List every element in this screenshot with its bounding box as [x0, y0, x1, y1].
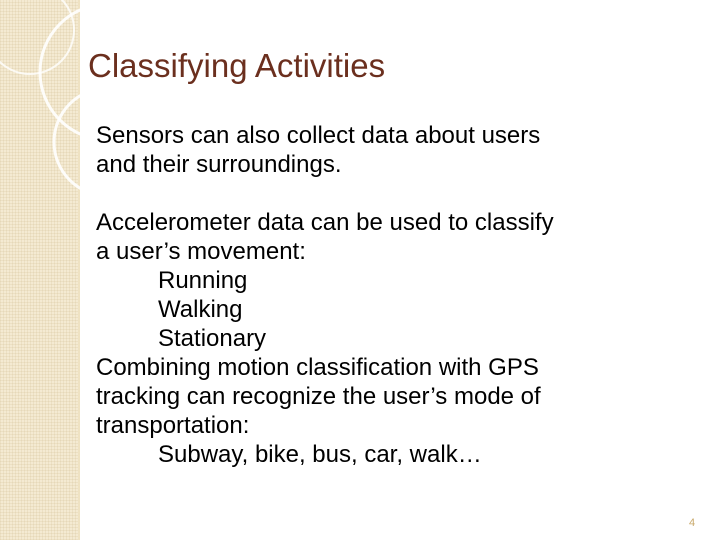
- movement-stationary: Stationary: [158, 325, 267, 352]
- paragraph3-line1: Combining motion classification with GPS: [96, 354, 539, 381]
- paragraph2-line2: a user’s movement:: [96, 238, 306, 265]
- movement-running: Running: [158, 267, 248, 294]
- paragraph-gap: [96, 179, 696, 208]
- slide-title: Classifying Activities: [88, 47, 386, 84]
- page-number: 4: [689, 517, 696, 529]
- paragraph2-line1: Accelerometer data can be used to classify: [96, 209, 554, 236]
- paragraph3-line2: tracking can recognize the user’s mode of: [96, 383, 541, 410]
- transport-modes: Subway, bike, bus, car, walk…: [158, 441, 482, 468]
- movement-walking: Walking: [158, 296, 243, 323]
- paragraph1-line2: and their surroundings.: [96, 151, 342, 178]
- slide-body: [96, 121, 696, 469]
- paragraph3-line3: transportation:: [96, 412, 250, 439]
- paragraph1-line1: Sensors can also collect data about users: [96, 122, 541, 149]
